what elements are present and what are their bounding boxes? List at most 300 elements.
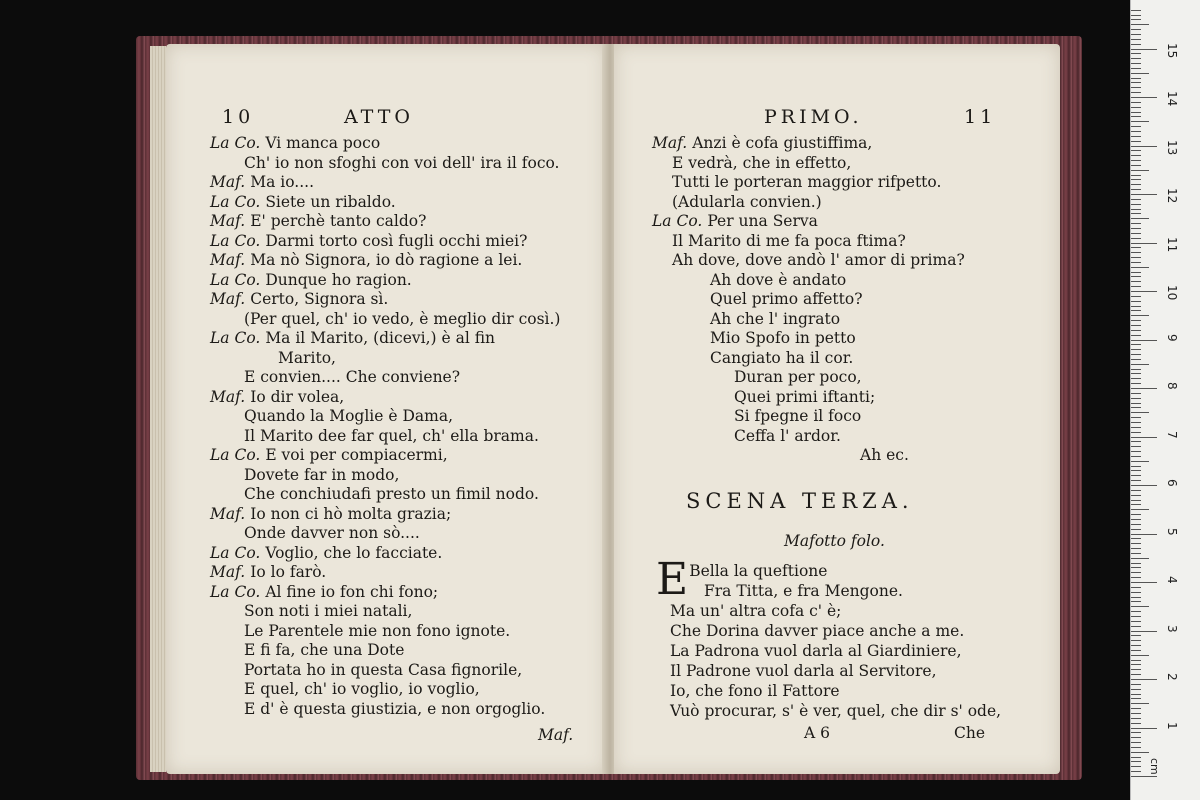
ruler-number: 15 xyxy=(1165,42,1179,58)
speaker-label: La Co. xyxy=(210,231,261,250)
ruler-tick xyxy=(1131,563,1141,564)
ruler-tick xyxy=(1131,116,1141,117)
ruler-tick xyxy=(1131,189,1141,190)
ruler-tick xyxy=(1131,243,1157,244)
ruler-tick xyxy=(1131,451,1141,452)
line-text: Quei primi iftanti; xyxy=(734,387,876,406)
ruler-tick xyxy=(1131,233,1141,234)
ruler-tick xyxy=(1131,306,1141,307)
ruler-tick xyxy=(1131,514,1141,515)
ruler-tick xyxy=(1131,572,1141,573)
ruler-tick xyxy=(1131,495,1141,496)
ruler-tick xyxy=(1131,766,1141,767)
ruler-tick xyxy=(1131,359,1141,360)
ruler-unit: cm xyxy=(1148,758,1161,775)
line-text: Ceffa l' ardor. xyxy=(734,426,841,445)
right-page-header: PRIMO. xyxy=(764,106,863,128)
text-line xyxy=(244,427,539,445)
line-text: Anzi è cofa giustiffima, xyxy=(692,134,873,152)
scene-line: Io, che fono il Fattore xyxy=(670,682,840,700)
ruler-tick xyxy=(1131,669,1141,670)
ruler-tick xyxy=(1131,611,1141,612)
ruler-tick xyxy=(1131,175,1141,176)
ruler-tick xyxy=(1131,146,1157,147)
ruler-tick xyxy=(1131,34,1141,35)
ruler-tick xyxy=(1131,500,1141,501)
line-text: Ma io.... xyxy=(250,173,314,191)
ruler-number: 4 xyxy=(1165,576,1179,584)
speaker-label: La Co. xyxy=(210,134,261,152)
text-line xyxy=(672,193,822,211)
ruler-tick xyxy=(1131,87,1141,88)
ruler-tick xyxy=(1131,364,1149,365)
ruler-tick xyxy=(1131,393,1141,394)
ruler-tick xyxy=(1131,689,1141,690)
scene-line: Ma un' altra cofa c' è; xyxy=(670,602,842,620)
ruler-tick xyxy=(1131,718,1141,719)
ruler-tick xyxy=(1131,349,1141,350)
ruler-tick xyxy=(1131,587,1141,588)
ruler-tick xyxy=(1131,417,1141,418)
ruler-tick xyxy=(1131,737,1141,738)
line-text: Ch' io non sfoghi con voi dell' ira il foco. xyxy=(244,153,560,172)
scene-line: La Padrona vuol darla al Giardiniere, xyxy=(670,642,962,660)
ruler-tick xyxy=(1131,504,1141,505)
line-text: Ah dove, dove andò l' amor di prima? xyxy=(672,251,965,269)
ruler-tick xyxy=(1131,480,1141,481)
ruler-tick xyxy=(1131,470,1141,471)
ruler-tick xyxy=(1131,330,1141,331)
line-text: Onde davver non sò.... xyxy=(244,524,420,542)
ruler-tick xyxy=(1131,223,1141,224)
line-text: E vedrà, che in effetto, xyxy=(672,153,852,172)
line-text: Dunque ho ragion. xyxy=(265,270,412,289)
scene-title: SCENA TERZA. xyxy=(686,489,914,513)
line-text: (Adularla convien.) xyxy=(672,192,822,211)
ruler-tick xyxy=(1131,82,1141,83)
ruler-tick xyxy=(1131,524,1141,525)
ruler-tick xyxy=(1131,141,1141,142)
ruler-tick xyxy=(1131,567,1141,568)
ruler-tick xyxy=(1131,757,1141,758)
ruler-tick xyxy=(1131,320,1141,321)
ruler-tick xyxy=(1131,335,1141,336)
line-text: Per una Serva xyxy=(707,212,818,230)
ruler-number: 6 xyxy=(1165,479,1179,487)
ruler-tick xyxy=(1131,49,1157,50)
ruler-tick xyxy=(1131,543,1141,544)
text-line xyxy=(652,212,818,230)
ruler-tick xyxy=(1131,664,1141,665)
measuring-ruler xyxy=(1130,0,1200,800)
text-line xyxy=(734,388,875,406)
ruler-tick xyxy=(1131,509,1149,510)
text-line xyxy=(210,544,442,562)
speaker-label: La Co. xyxy=(210,329,261,347)
signature-mark: A 6 xyxy=(804,724,830,742)
ruler-tick xyxy=(1131,548,1141,549)
ruler-tick xyxy=(1131,73,1149,74)
line-text: Siete un ribaldo. xyxy=(265,192,396,211)
ruler-tick xyxy=(1131,621,1141,622)
line-text: Tutti le porteran maggior rifpetto. xyxy=(672,173,942,191)
ruler-tick xyxy=(1131,24,1149,25)
text-line xyxy=(652,134,872,152)
ruler-tick xyxy=(1131,728,1157,729)
ruler-tick xyxy=(1131,44,1141,45)
text-line xyxy=(210,173,314,191)
ruler-tick xyxy=(1131,650,1141,651)
text-line xyxy=(244,661,522,679)
line-text: Mio Spofo in petto xyxy=(710,329,856,347)
text-line xyxy=(244,154,560,172)
line-text: (Per quel, ch' io vedo, è meglio dir così.) xyxy=(244,309,561,328)
ruler-number: 5 xyxy=(1165,527,1179,536)
line-text: Cangiato ha il cor. xyxy=(710,348,854,367)
speaker-label: La Co. xyxy=(210,192,261,211)
scene-line: Che Dorina davver piace anche a me. xyxy=(670,622,965,640)
ruler-tick xyxy=(1131,771,1141,772)
line-text: Io lo farò. xyxy=(250,563,327,581)
text-line xyxy=(734,427,841,445)
ruler-tick xyxy=(1131,466,1141,467)
ruler-tick xyxy=(1131,723,1141,724)
ruler-tick xyxy=(1131,354,1141,355)
ruler-tick xyxy=(1131,257,1141,258)
line-text: Marito, xyxy=(278,348,336,367)
ruler-tick xyxy=(1131,15,1141,16)
line-text: Duran per poco, xyxy=(734,368,862,386)
text-line xyxy=(210,505,451,523)
ruler-tick xyxy=(1131,761,1141,762)
ruler-tick xyxy=(1131,427,1141,428)
right-catchword: Che xyxy=(954,724,986,742)
text-line xyxy=(710,329,856,347)
line-text: Quel primo affetto? xyxy=(710,290,863,308)
ruler-tick xyxy=(1131,631,1157,632)
ruler-tick xyxy=(1131,485,1157,486)
text-line xyxy=(210,212,426,230)
ruler-tick xyxy=(1131,698,1141,699)
ruler-number: 10 xyxy=(1165,285,1179,301)
ruler-tick xyxy=(1131,490,1141,491)
ruler-tick xyxy=(1131,519,1141,520)
line-text: Ma il Marito, (dicevi,) è al fin xyxy=(265,329,496,347)
ruler-number: 1 xyxy=(1165,721,1179,730)
ruler-tick xyxy=(1131,398,1141,399)
ruler-tick xyxy=(1131,553,1141,554)
ruler-tick xyxy=(1131,592,1141,593)
scene-line: Vuò procurar, s' è ver, quel, che dir s' ode, xyxy=(670,702,1002,720)
text-line xyxy=(734,368,862,386)
ruler-tick xyxy=(1131,218,1149,219)
text-line xyxy=(244,641,404,659)
text-line xyxy=(210,583,438,601)
ruler-tick xyxy=(1131,29,1141,30)
line-text: Che conchiudafi presto un fimil nodo. xyxy=(244,485,539,503)
ruler-tick xyxy=(1131,228,1141,229)
ruler-tick xyxy=(1131,713,1141,714)
line-text: Darmi torto così fugli occhi miei? xyxy=(265,231,528,250)
ruler-tick xyxy=(1131,437,1157,438)
ruler-tick xyxy=(1131,475,1141,476)
ruler-tick xyxy=(1131,558,1149,559)
ruler-tick xyxy=(1131,213,1141,214)
ruler-tick xyxy=(1131,582,1157,583)
ruler-tick xyxy=(1131,136,1141,137)
ruler-number: 8 xyxy=(1165,382,1179,390)
ruler-tick xyxy=(1131,703,1149,704)
ruler-tick xyxy=(1131,107,1141,108)
ruler-tick xyxy=(1131,732,1141,733)
text-line xyxy=(710,349,853,367)
ruler-tick xyxy=(1131,407,1141,408)
ruler-number: 13 xyxy=(1165,139,1179,155)
ruler-tick xyxy=(1131,369,1141,370)
ruler-number: 7 xyxy=(1165,430,1179,439)
text-line xyxy=(710,271,846,289)
ruler-tick xyxy=(1131,310,1141,311)
ruler-tick xyxy=(1131,97,1157,98)
ruler-tick xyxy=(1131,456,1141,457)
ruler-tick xyxy=(1131,63,1141,64)
ruler-tick xyxy=(1131,601,1141,602)
line-text: Si fpegne il foco xyxy=(734,407,862,425)
text-line xyxy=(244,310,560,328)
text-line xyxy=(210,232,527,250)
line-text: E' perchè tanto caldo? xyxy=(250,212,427,230)
ruler-tick xyxy=(1131,53,1141,54)
text-line xyxy=(210,563,326,581)
text-line xyxy=(210,134,380,152)
text-line xyxy=(244,622,510,640)
ruler-tick xyxy=(1131,679,1157,680)
ruler-tick xyxy=(1131,446,1141,447)
line-text: Son noti i miei natali, xyxy=(244,602,413,620)
speaker-label: Maf. xyxy=(210,504,246,523)
ruler-tick xyxy=(1131,39,1141,40)
text-line xyxy=(244,700,545,718)
right-page-number: 11 xyxy=(964,106,997,128)
text-line xyxy=(244,368,460,386)
ruler-tick xyxy=(1131,383,1141,384)
text-line xyxy=(244,602,412,620)
ruler-tick xyxy=(1131,373,1141,374)
ruler-tick xyxy=(1131,267,1149,268)
text-line xyxy=(672,251,965,269)
line-text: E d' è questa giustizia, e non orgoglio. xyxy=(244,699,546,718)
ruler-tick xyxy=(1131,626,1141,627)
ruler-number: 12 xyxy=(1165,188,1179,204)
text-line xyxy=(672,154,851,172)
ruler-tick xyxy=(1131,301,1141,302)
line-text: Quando la Moglie è Dama, xyxy=(244,407,453,425)
ruler-tick xyxy=(1131,131,1141,132)
ruler-tick xyxy=(1131,441,1141,442)
text-line xyxy=(244,680,480,698)
ruler-tick xyxy=(1131,150,1141,151)
line-text: Il Marito di me fa poca ftima? xyxy=(672,231,906,250)
scene-line: Fra Titta, e fra Mengone. xyxy=(704,582,903,600)
ruler-tick xyxy=(1131,102,1141,103)
ruler-tick xyxy=(1131,184,1141,185)
ruler-tick xyxy=(1131,577,1141,578)
ruler-tick xyxy=(1131,199,1141,200)
ruler-number: 3 xyxy=(1165,624,1179,633)
ruler-tick xyxy=(1131,606,1149,607)
ruler-number: 2 xyxy=(1165,673,1179,681)
ruler-tick xyxy=(1131,684,1141,685)
text-line xyxy=(210,271,412,289)
ruler-tick xyxy=(1131,645,1141,646)
ruler-tick xyxy=(1131,538,1141,539)
ruler-tick xyxy=(1131,209,1141,210)
ruler-number: 11 xyxy=(1165,236,1179,252)
ruler-tick xyxy=(1131,708,1141,709)
ruler-tick xyxy=(1131,10,1141,11)
ruler-tick xyxy=(1131,281,1141,282)
text-line xyxy=(672,232,906,250)
text-line xyxy=(734,407,861,425)
ruler-tick xyxy=(1131,165,1141,166)
ruler-tick xyxy=(1131,640,1141,641)
ruler-tick xyxy=(1131,344,1141,345)
ruler-tick xyxy=(1131,160,1141,161)
ruler-tick xyxy=(1131,403,1141,404)
drop-cap: E xyxy=(656,554,689,605)
ruler-tick xyxy=(1131,194,1157,195)
line-text: Ah che l' ingrato xyxy=(710,309,841,328)
speaker-label: Maf. xyxy=(652,134,688,152)
ruler-number: 14 xyxy=(1165,91,1179,107)
ruler-tick xyxy=(1131,58,1141,59)
line-text: Io non ci hò molta grazia; xyxy=(250,504,452,523)
left-page xyxy=(166,44,606,774)
ruler-tick xyxy=(1131,252,1141,253)
line-text: E convien.... Che conviene? xyxy=(244,368,461,386)
ruler-tick xyxy=(1131,597,1141,598)
speaker-label: La Co. xyxy=(210,446,261,464)
left-page-number: 10 xyxy=(222,106,255,128)
speaker-label: Maf. xyxy=(210,251,246,269)
speaker-label: La Co. xyxy=(210,582,261,601)
line-text: Portata ho in questa Casa fignorile, xyxy=(244,660,523,679)
text-line xyxy=(244,524,420,542)
ruler-tick xyxy=(1131,674,1141,675)
line-text: Ma nò Signora, io dò ragione a lei. xyxy=(250,251,523,269)
text-line xyxy=(278,349,336,367)
text-line xyxy=(210,251,522,269)
ruler-tick xyxy=(1131,204,1141,205)
line-text: E voi per compiacermi, xyxy=(265,446,448,464)
ruler-tick xyxy=(1131,68,1141,69)
speaker-label: La Co. xyxy=(210,270,261,289)
ruler-tick xyxy=(1131,170,1149,171)
line-text: Voglio, che lo facciate. xyxy=(265,543,443,562)
speaker-label: Maf. xyxy=(210,212,246,230)
text-line xyxy=(210,193,396,211)
line-text: Vi manca poco xyxy=(265,134,381,152)
ruler-tick xyxy=(1131,78,1141,79)
line-text: Certo, Signora sì. xyxy=(250,290,389,308)
ruler-tick xyxy=(1131,179,1141,180)
line-text: E fi fa, che una Dote xyxy=(244,641,405,659)
text-line xyxy=(210,446,448,464)
left-page-header: ATTO xyxy=(344,106,414,128)
ruler-tick xyxy=(1131,742,1141,743)
left-catchword: Maf. xyxy=(538,726,574,744)
ruler-tick xyxy=(1131,660,1141,661)
ruler-tick xyxy=(1131,112,1141,113)
ruler-tick xyxy=(1131,272,1141,273)
line-text: Il Marito dee far quel, ch' ella brama. xyxy=(244,426,539,445)
speaker-label: Maf. xyxy=(210,563,246,581)
ruler-number: 9 xyxy=(1165,333,1179,342)
ruler-tick xyxy=(1131,529,1141,530)
ruler-tick xyxy=(1131,378,1141,379)
ruler-tick xyxy=(1131,635,1141,636)
ruler-tick xyxy=(1131,694,1141,695)
ruler-tick xyxy=(1131,325,1141,326)
text-line xyxy=(244,407,453,425)
scene-line: Il Padrone vuol darla al Servitore, xyxy=(670,662,937,680)
text-line xyxy=(210,290,388,308)
ruler-tick xyxy=(1131,92,1141,93)
text-line xyxy=(244,466,399,484)
speaker-label: Maf. xyxy=(210,290,246,308)
ruler-tick xyxy=(1131,238,1141,239)
ruler-tick xyxy=(1131,616,1141,617)
ruler-tick xyxy=(1131,19,1141,20)
scene-subtitle: Mafotto folo. xyxy=(784,532,885,550)
ruler-tick xyxy=(1131,121,1149,122)
text-line xyxy=(210,388,344,406)
ruler-tick xyxy=(1131,126,1141,127)
right-page xyxy=(614,44,1060,774)
ruler-tick xyxy=(1131,291,1157,292)
line-text: Io dir volea, xyxy=(250,387,345,406)
text-line xyxy=(860,446,909,464)
scene-line: ' Bella la queftione xyxy=(680,562,828,580)
ruler-tick xyxy=(1131,412,1149,413)
ruler-tick xyxy=(1131,655,1149,656)
ruler-tick xyxy=(1131,247,1141,248)
text-line xyxy=(244,485,539,503)
ruler-tick xyxy=(1131,388,1157,389)
page-edges xyxy=(150,46,166,772)
ruler-tick xyxy=(1131,534,1157,535)
ruler-tick xyxy=(1131,262,1141,263)
text-line xyxy=(710,310,840,328)
ruler-tick xyxy=(1131,155,1141,156)
ruler-tick xyxy=(1131,752,1149,753)
line-text: Le Parentele mie non fono ignote. xyxy=(244,621,511,640)
line-text: Ah ec. xyxy=(860,446,909,464)
ruler-tick xyxy=(1131,340,1157,341)
open-book xyxy=(136,36,1082,780)
speaker-label: Maf. xyxy=(210,387,246,406)
speaker-label: La Co. xyxy=(210,543,261,562)
ruler-tick xyxy=(1131,461,1149,462)
ruler-tick xyxy=(1131,432,1141,433)
speaker-label: Maf. xyxy=(210,173,246,191)
line-text: Al fine io fon chi fono; xyxy=(265,582,439,601)
ruler-tick xyxy=(1131,422,1141,423)
line-text: Ah dove è andato xyxy=(710,270,847,289)
ruler-tick xyxy=(1131,747,1141,748)
line-text: Dovete far in modo, xyxy=(244,465,400,484)
ruler-tick xyxy=(1131,776,1157,777)
